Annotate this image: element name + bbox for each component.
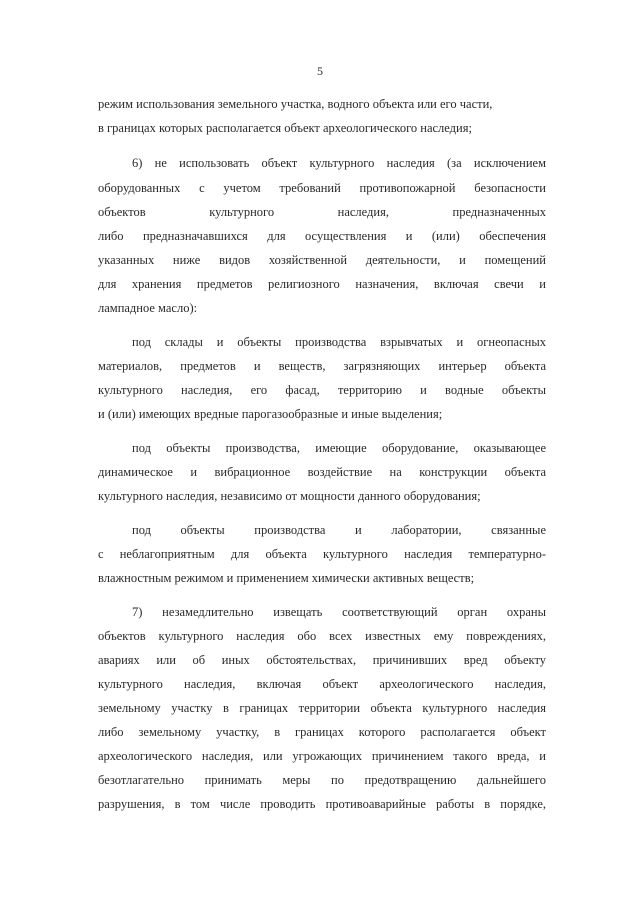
- text-line: в границах которых располагается объект археологического наследия;: [98, 121, 472, 135]
- text-line: либо земельному участку, в границах которого располагается объект: [98, 725, 546, 739]
- text-line: с неблагоприятным для объекта культурного наследия температурно-: [98, 547, 546, 561]
- text-line: для хранения предметов религиозного назначения, включая свечи и: [98, 277, 546, 291]
- text-line: лампадное масло):: [98, 301, 198, 315]
- text-line: режим использования земельного участка, водного объекта или его части,: [98, 97, 493, 111]
- text-line: разрушения, в том числе проводить противоаварийные работы в порядке,: [98, 797, 546, 811]
- text-line: объектов культурного наследия, предназначенных: [98, 205, 546, 219]
- text-line: безотлагательно принимать меры по предотвращению дальнейшего: [98, 773, 546, 787]
- text-line: влажностным режимом и применением химически активных веществ;: [98, 571, 475, 585]
- text-line: динамическое и вибрационное воздействие на конструкции объекта: [98, 465, 546, 479]
- text-line: материалов, предметов и веществ, загрязняющих интерьер объекта: [98, 359, 546, 373]
- text-line: культурного наследия, независимо от мощности данного оборудования;: [98, 489, 481, 503]
- text-line: земельному участку в границах территории объекта культурного наследия: [98, 701, 546, 715]
- text-line: авариях или об иных обстоятельствах, причинивших вред объекту: [98, 653, 546, 667]
- text-line: под объекты производства и лаборатории, связанные: [132, 523, 546, 537]
- text-line: 7) незамедлительно извещать соответствующий орган охраны: [132, 605, 546, 619]
- text-line: под склады и объекты производства взрывчатых и огнеопасных: [132, 335, 546, 349]
- text-line: под объекты производства, имеющие оборудование, оказывающее: [132, 441, 546, 455]
- text-line: археологического наследия, или угрожающих причинением такого вреда, и: [98, 749, 546, 763]
- text-line: оборудованных с учетом требований противопожарной безопасности: [98, 181, 546, 195]
- text-line: культурного наследия, включая объект археологического наследия,: [98, 677, 546, 691]
- text-line: либо предназначавшихся для осуществления и (или) обеспечения: [98, 229, 546, 243]
- text-line: указанных ниже видов хозяйственной деятельности, и помещений: [98, 253, 546, 267]
- text-line: 6) не использовать объект культурного наследия (за исключением: [132, 156, 546, 170]
- text-line: и (или) имеющих вредные парогазообразные и иные выделения;: [98, 407, 443, 421]
- text-line: культурного наследия, его фасад, территорию и водные объекты: [98, 383, 546, 397]
- page-number: 5: [317, 64, 323, 78]
- text-line: объектов культурного наследия обо всех известных ему повреждениях,: [98, 629, 546, 643]
